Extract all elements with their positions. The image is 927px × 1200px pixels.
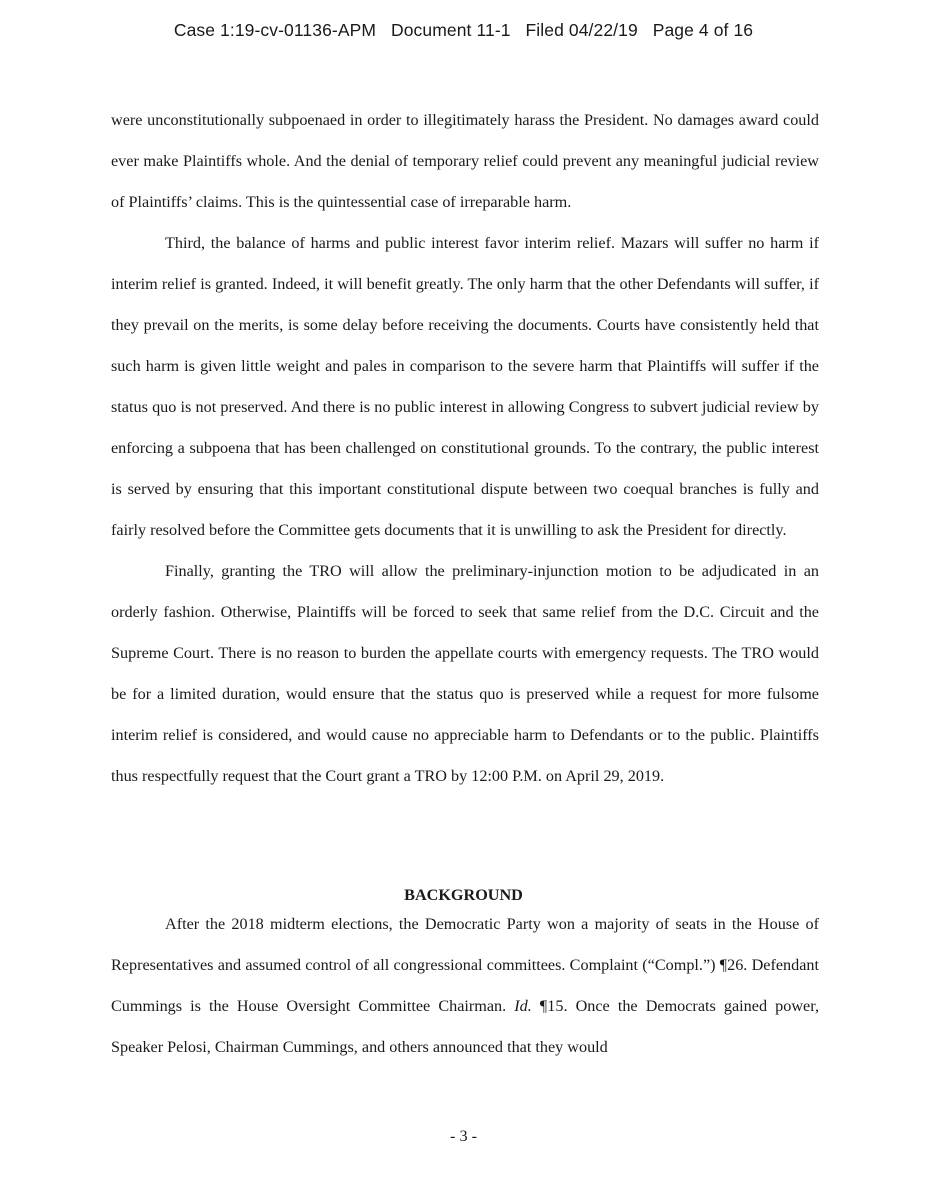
paragraph-tro-request: Finally, granting the TRO will allow the preliminary-injunction motion to be adjudicated in an orderly fashion. Otherwise, Plaintiffs will be forced to seek that same relief from the D.C. Circuit and the Supreme Court. There is no reason to burden the appellate courts with emergency requests. The TRO would be for a limited duration, would ensure that the status quo is preserved while a request for more fulsome interim relief is considered, and would cause no appreciable harm to Defendants or to the public. Plaintiffs thus respectfully request that the Court grant a TRO by 12:00 P.M. on April 29, 2019. (111, 562, 819, 785)
body-text-block (111, 100, 819, 797)
id-citation: Id. (514, 997, 532, 1015)
paragraph-background (111, 904, 819, 1068)
paragraph-balance-of-harms: Third, the balance of harms and public interest favor interim relief. Mazars will suffer no harm if interim relief is granted. Indeed, it will benefit greatly. The only harm that the other Defendants will suffer, if they prevail on the merits, is some delay before receiving the documents. Courts have consistently held that such harm is given little weight and pales in comparison to the severe harm that Plaintiffs will suffer if the status quo is not preserved. And there is no public interest in allowing Congress to subvert judicial review by enforcing a subpoena that has been challenged on constitutional grounds. To the contrary, the public interest is served by ensuring that this important constitutional dispute between two coequal branches is fully and fairly resolved before the Committee gets documents that it is unwilling to ask the President for directly. (111, 234, 819, 539)
section-heading-background: BACKGROUND (404, 886, 523, 904)
background-text-part1: After the 2018 midterm elections, the Democratic Party won a majority of seats in the House of Representatives and assumed control of all congressional committees. Complaint (“Compl.”) ¶26. Defendant Cummings is the House Oversight Committee Chairman. (111, 915, 819, 1015)
page-number: - 3 - (450, 1127, 477, 1145)
paragraph-irreparable-harm: were unconstitutionally subpoenaed in order to illegitimately harass the President. No damages award could ever make Plaintiffs whole. And the denial of temporary relief could prevent any meaningful judicial review of Plaintiffs’ claims. This is the quintessential case of irreparable harm. (111, 111, 819, 211)
case-header: Case 1:19-cv-01136-APM Document 11-1 Filed 04/22/19 Page 4 of 16 (173, 20, 754, 40)
background-text-block (111, 904, 819, 1068)
background-text-part2: ¶15. Once the Democrats gained power, Speaker Pelosi, Chairman Cummings, and others announced that they would (111, 997, 819, 1056)
